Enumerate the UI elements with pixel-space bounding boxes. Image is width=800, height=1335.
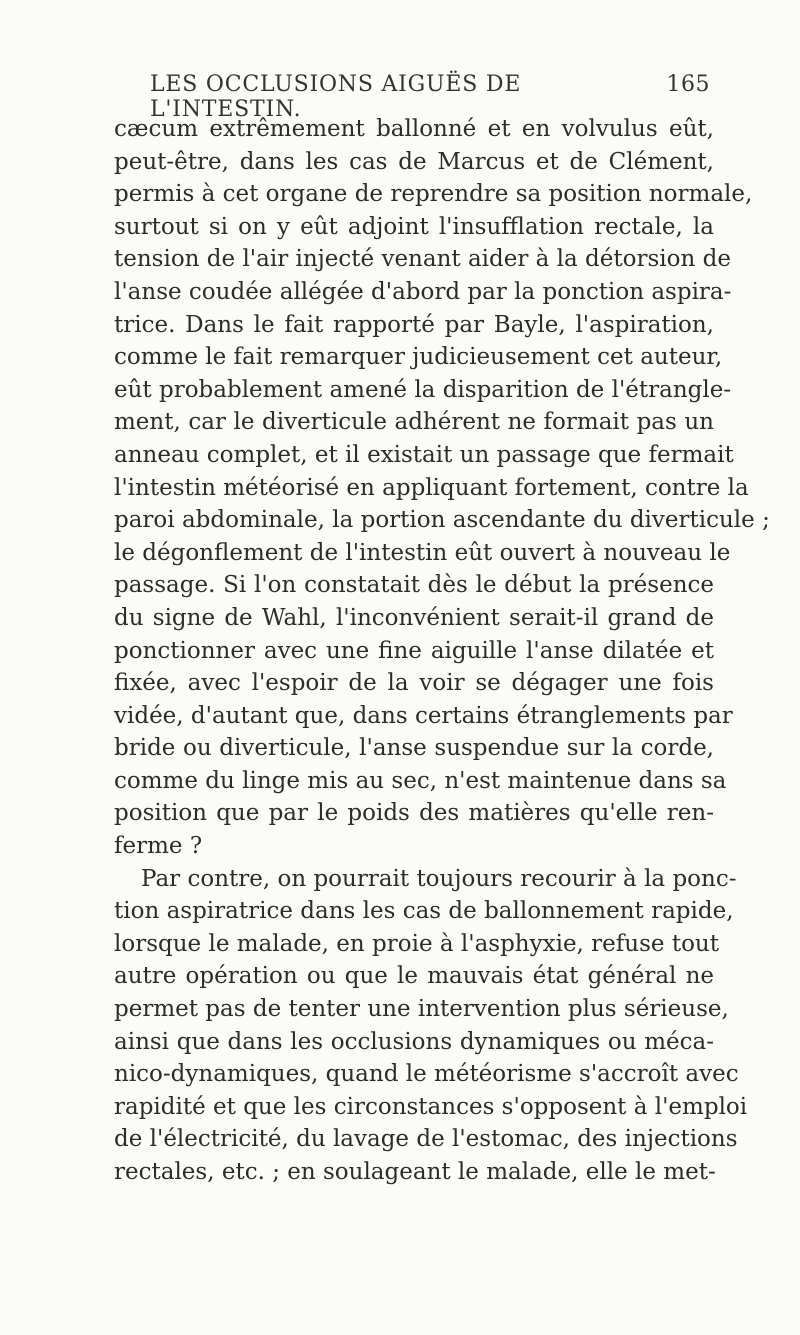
text-line: ferme ? bbox=[114, 833, 203, 860]
text-line: vidée, d'autant que, dans certains étranglements par bbox=[114, 702, 733, 729]
text-line: tion aspiratrice dans les cas de ballonnement rapide, bbox=[114, 898, 734, 925]
text-line: de l'électricité, du lavage de l'estomac, des injections bbox=[114, 1126, 738, 1153]
text-line: peut-être, dans les cas de Marcus et de Clément, bbox=[114, 148, 714, 175]
page-number: 165 bbox=[666, 72, 710, 97]
text-line: l'intestin météorisé en appliquant fortement, contre la bbox=[114, 474, 749, 501]
text-line: eût probablement amené la disparition de l'étrangle- bbox=[114, 376, 732, 403]
body-text bbox=[114, 113, 770, 1189]
paragraph-1 bbox=[114, 113, 770, 863]
running-title: LES OCCLUSIONS AIGUËS DE L'INTESTIN. bbox=[150, 72, 522, 122]
text-line: permet pas de tenter une intervention plus sérieuse, bbox=[114, 996, 729, 1023]
text-line: ment, car le diverticule adhérent ne formait pas un bbox=[114, 409, 714, 436]
text-line: trice. Dans le fait rapporté par Bayle, l'aspiration, bbox=[114, 311, 714, 338]
text-line: rapidité et que les circonstances s'opposent à l'emploi bbox=[114, 1093, 748, 1120]
text-line: nico-dynamiques, quand le météorisme s'accroît avec bbox=[114, 1061, 739, 1088]
text-line: permis à cet organe de reprendre sa position normale, bbox=[114, 181, 753, 208]
text-line: autre opération ou que le mauvais état général ne bbox=[114, 963, 714, 990]
text-line: l'anse coudée allégée d'abord par la ponction aspira- bbox=[114, 278, 732, 305]
text-line: paroi abdominale, la portion ascendante du diverticule ; bbox=[114, 507, 770, 534]
text-line: cæcum extrêmement ballonné et en volvulus eût, bbox=[114, 116, 714, 142]
text-line: passage. Si l'on constatait dès le début la présence bbox=[114, 572, 714, 599]
paragraph-2 bbox=[114, 863, 748, 1189]
text-line: fixée, avec l'espoir de la voir se dégager une fois bbox=[114, 670, 714, 697]
text-line: ponctionner avec une fine aiguille l'anse dilatée et bbox=[114, 637, 714, 664]
text-line: anneau complet, et il existait un passage que fermait bbox=[114, 441, 734, 468]
text-line: surtout si on y eût adjoint l'insufflation rectale, la bbox=[114, 213, 714, 240]
text-line: lorsque le malade, en proie à l'asphyxie, refuse tout bbox=[114, 930, 719, 957]
text-line: rectales, etc. ; en soulageant le malade, elle le met- bbox=[114, 1159, 716, 1185]
text-line: ainsi que dans les occlusions dynamiques ou méca- bbox=[114, 1028, 714, 1055]
text-line: Par contre, on pourrait toujours recourir à la ponc- bbox=[141, 865, 737, 892]
text-line: comme du linge mis au sec, n'est maintenue dans sa bbox=[114, 767, 727, 794]
text-line: le dégonflement de l'intestin eût ouvert à nouveau le bbox=[114, 539, 731, 566]
text-line: tension de l'air injecté venant aider à la détorsion de bbox=[114, 246, 731, 273]
text-line: comme le fait remarquer judicieusement cet auteur, bbox=[114, 344, 723, 371]
text-line: position que par le poids des matières qu'elle ren- bbox=[114, 800, 714, 827]
text-line: du signe de Wahl, l'inconvénient serait-il grand de bbox=[114, 604, 714, 631]
text-line: bride ou diverticule, l'anse suspendue sur la corde, bbox=[114, 735, 714, 762]
